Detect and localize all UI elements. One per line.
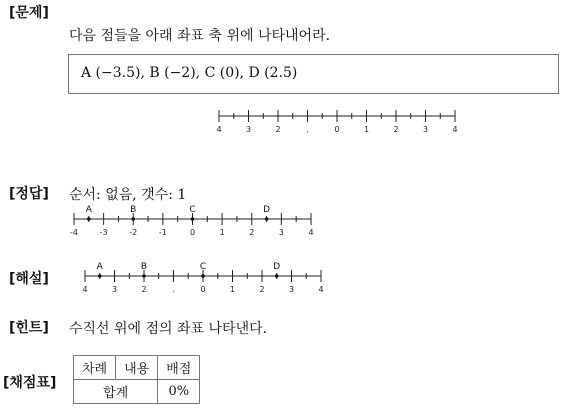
tick-label: 4	[318, 285, 324, 294]
score-total-row	[74, 380, 200, 404]
point-label-a: A	[96, 262, 103, 272]
score-table	[73, 355, 200, 404]
tick-label: 3	[111, 285, 118, 294]
answer-heading: [정답]	[9, 186, 49, 202]
hint-text: 수직선 위에 점의 좌표 나타낸다.	[69, 321, 268, 337]
score-header-order: 차례	[74, 356, 116, 380]
score-total-label: 합계	[74, 380, 158, 404]
scoring-heading: [채점표]	[3, 375, 57, 391]
score-header-row	[74, 356, 200, 380]
point-label-a: A	[85, 205, 92, 215]
tick-label: 2	[275, 125, 281, 134]
point-label-d: D	[263, 205, 271, 215]
point-d	[275, 274, 279, 278]
tick-label: 2	[393, 125, 399, 134]
score-header-points: 배점	[158, 356, 200, 380]
tick-label: 3	[245, 125, 252, 134]
tick-label: 4	[308, 228, 314, 237]
tick-label: -2	[129, 228, 138, 237]
point-label-b: B	[140, 262, 148, 272]
tick-label: 1	[229, 285, 236, 294]
tick-label: -3	[99, 228, 108, 237]
point-label-c: C	[189, 205, 196, 215]
tick-label: -4	[70, 228, 78, 237]
point-label-c: C	[199, 262, 207, 272]
problem-instruction: 다음 점들을 아래 좌표 축 위에 나타내어라.	[69, 28, 331, 44]
tick-label: 0	[334, 125, 340, 134]
tick-label: 1	[219, 228, 225, 237]
tick-label: .	[306, 125, 309, 134]
tick-label: 0	[189, 228, 196, 237]
tick-label: -1	[158, 228, 167, 237]
point-c	[201, 274, 205, 278]
point-label-d: D	[273, 262, 281, 272]
point-a	[98, 274, 102, 278]
tick-label: 2	[249, 228, 255, 237]
tick-label: 4	[452, 125, 458, 134]
answer-meta: 순서: 없음, 갯수: 1	[69, 187, 187, 203]
score-header-content: 내용	[116, 356, 158, 380]
tick-label: 1	[363, 125, 370, 134]
tick-label: 3	[422, 125, 429, 134]
tick-label: 2	[259, 285, 265, 294]
hint-heading: [힌트]	[9, 320, 49, 336]
tick-label: 3	[288, 285, 295, 294]
tick-label: 2	[141, 285, 147, 294]
point-b	[142, 274, 146, 278]
point-label-b: B	[130, 205, 137, 215]
tick-label: 3	[278, 228, 284, 237]
tick-label: .	[172, 285, 175, 294]
tick-label: 4	[216, 125, 222, 134]
tick-label: 4	[82, 285, 88, 294]
score-total-value: 0%	[158, 380, 200, 404]
problem-heading: [문제]	[9, 5, 49, 21]
points-text: A (−3.5), B (−2), C (0), D (2.5)	[81, 65, 298, 81]
explanation-heading: [해설]	[9, 271, 49, 287]
tick-label: 0	[200, 285, 206, 294]
